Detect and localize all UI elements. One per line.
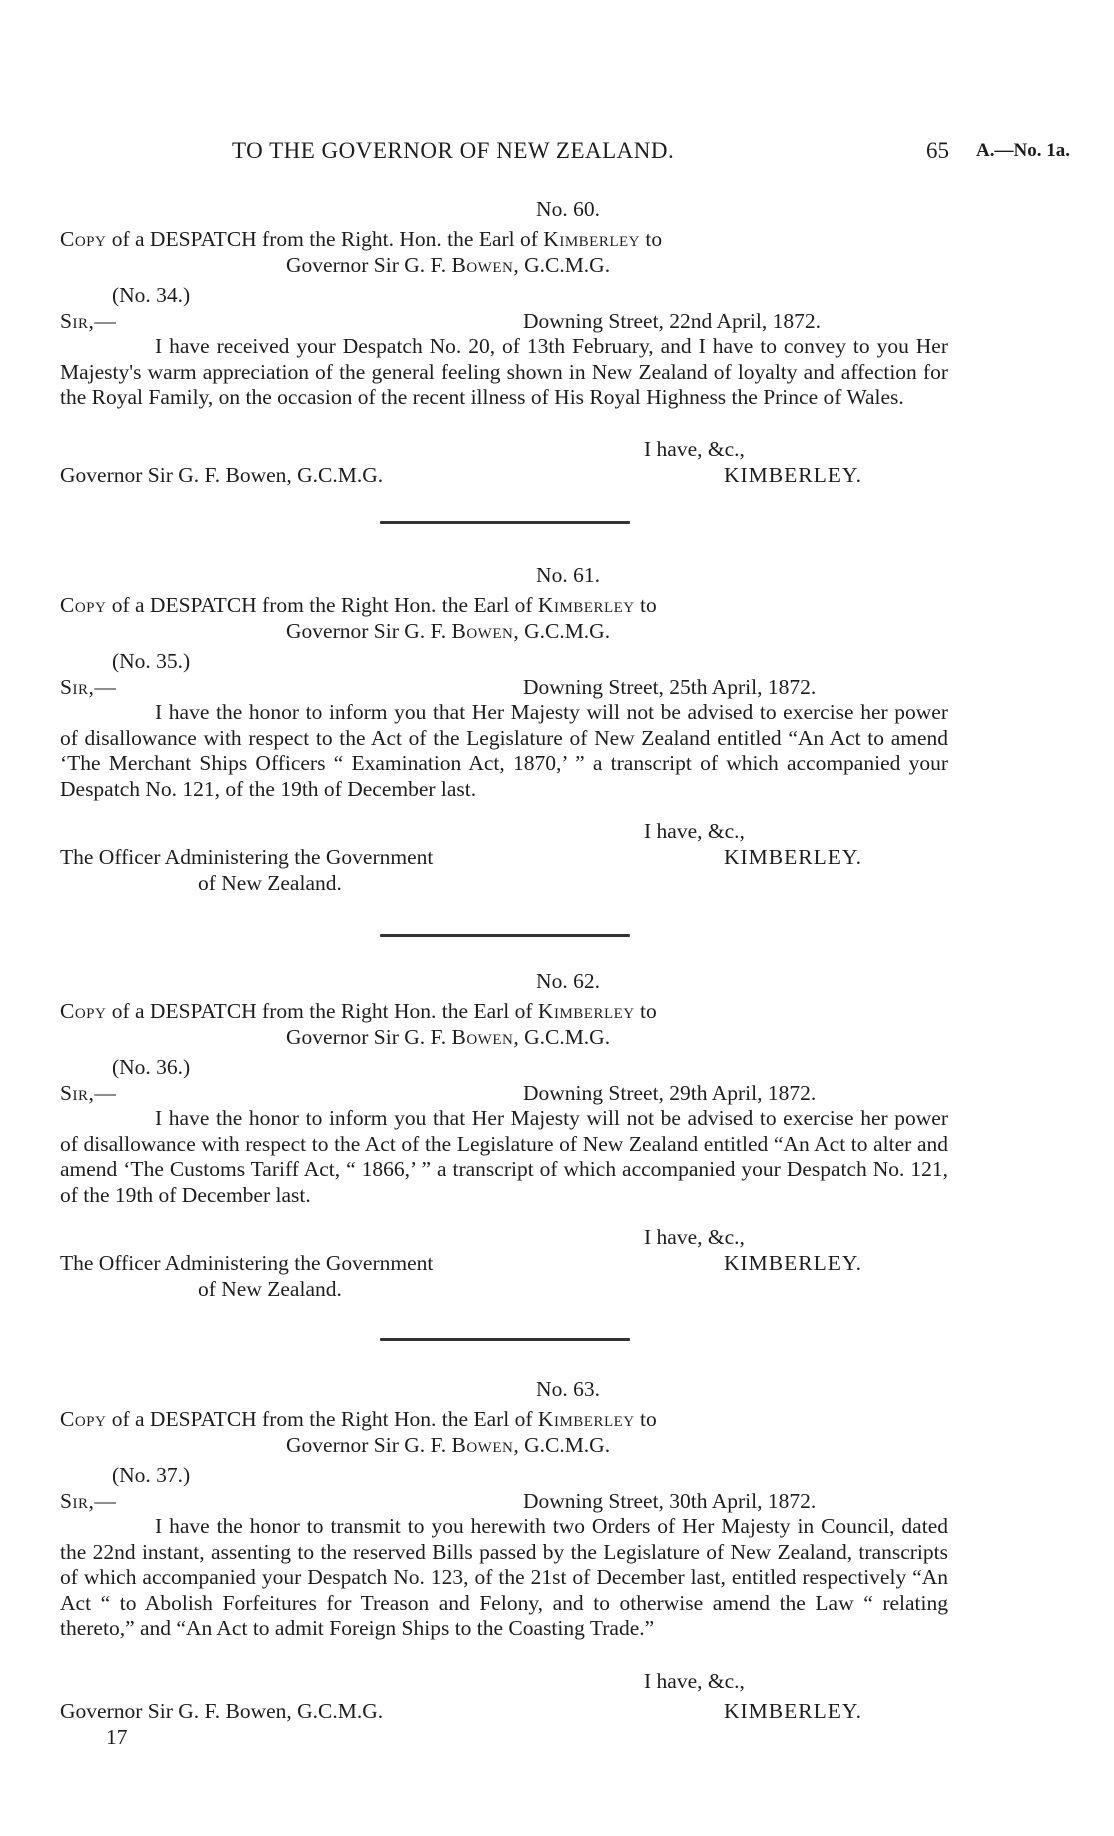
despatch-body: I have the honor to inform you that Her Majesty will not be advised to exercise her power of disallowance with respect to the Act of the Legislature of New Zealand entitled “An Act to amend ‘The Merchant Ships Officers “ Examination Act, 1870,’ ” a transcript of which accompanied your Despatch No. 121, of the 19th of December last.	[60, 700, 948, 801]
divider-rule	[380, 934, 630, 937]
despatch-number: No. 62.	[536, 969, 600, 993]
divider-rule	[380, 1338, 630, 1341]
closing: I have, &c.,	[644, 1669, 745, 1693]
despatch-reference: (No. 35.)	[112, 649, 191, 673]
despatch-title: Copy of a DESPATCH from the Right Hon. the Earl of Kimberley to	[60, 1407, 657, 1431]
printer-signature-mark: 17	[106, 1725, 128, 1749]
dateline: Downing Street, 25th April, 1872.	[523, 675, 817, 699]
closing: I have, &c.,	[644, 819, 745, 843]
closing: I have, &c.,	[644, 437, 745, 461]
despatch-title-line2: Governor Sir G. F. Bowen, G.C.M.G.	[286, 619, 611, 643]
page-header	[0, 138, 1114, 168]
despatch-title-line2: Governor Sir G. F. Bowen, G.C.M.G.	[286, 253, 611, 277]
addressee: The Officer Administering the Government	[60, 845, 434, 869]
signature: KIMBERLEY.	[724, 463, 863, 487]
addressee: The Officer Administering the Government	[60, 1251, 434, 1275]
despatch-number: No. 60.	[536, 197, 600, 221]
despatch-reference: (No. 34.)	[112, 283, 191, 307]
addressee-line2: of New Zealand.	[198, 871, 342, 895]
dateline: Downing Street, 29th April, 1872.	[523, 1081, 817, 1105]
addressee: Governor Sir G. F. Bowen, G.C.M.G.	[60, 463, 384, 487]
page-number: 65	[926, 138, 949, 163]
despatch-reference: (No. 36.)	[112, 1055, 191, 1079]
salutation: Sir,—	[60, 675, 117, 699]
signature: KIMBERLEY.	[724, 1251, 863, 1275]
salutation: Sir,—	[60, 309, 117, 333]
divider-rule	[380, 521, 630, 524]
series-reference: A.—No. 1a.	[976, 140, 1070, 161]
despatch-title: Copy of a DESPATCH from the Right Hon. the Earl of Kimberley to	[60, 999, 657, 1023]
salutation: Sir,—	[60, 1489, 117, 1513]
salutation: Sir,—	[60, 1081, 117, 1105]
signature: KIMBERLEY.	[724, 1699, 863, 1723]
despatch-body: I have the honor to transmit to you herewith two Orders of Her Majesty in Council, dated the 22nd instant, assenting to the reserved Bills passed by the Legislature of New Zealand, transcripts of which accompanied your Despatch No. 123, of the 21st of December last, entitled respectively “An Act “ to Abolish Forfeitures for Treason and Felony, and to otherwise amend the Law “ relating thereto,” and “An Act to admit Foreign Ships to the Coasting Trade.”	[60, 1514, 948, 1641]
running-title: TO THE GOVERNOR OF NEW ZEALAND.	[232, 138, 675, 163]
despatch-body: I have the honor to inform you that Her Majesty will not be advised to exercise her power of disallowance with respect to the Act of the Legislature of New Zealand entitled “An Act to alter and amend ‘The Customs Tariff Act, “ 1866,’ ” a transcript of which accompanied your Despatch No. 121, of the 19th of December last.	[60, 1106, 948, 1207]
despatch-number: No. 61.	[536, 563, 600, 587]
despatch-title: Copy of a DESPATCH from the Right Hon. the Earl of Kimberley to	[60, 593, 657, 617]
despatch-title: Copy of a DESPATCH from the Right. Hon. the Earl of Kimberley to	[60, 227, 663, 251]
signature: KIMBERLEY.	[724, 845, 863, 869]
closing: I have, &c.,	[644, 1225, 745, 1249]
dateline: Downing Street, 30th April, 1872.	[523, 1489, 817, 1513]
addressee-line2: of New Zealand.	[198, 1277, 342, 1301]
despatch-title-line2: Governor Sir G. F. Bowen, G.C.M.G.	[286, 1433, 611, 1457]
addressee: Governor Sir G. F. Bowen, G.C.M.G.	[60, 1699, 384, 1723]
despatch-reference: (No. 37.)	[112, 1463, 191, 1487]
despatch-body: I have received your Despatch No. 20, of 13th February, and I have to convey to you Her Majesty's warm appreciation of the general feeling shown in New Zealand of loyalty and affection for the Royal Family, on the occasion of the recent illness of His Royal Highness the Prince of Wales.	[60, 334, 948, 410]
despatch-title-line2: Governor Sir G. F. Bowen, G.C.M.G.	[286, 1025, 611, 1049]
dateline: Downing Street, 22nd April, 1872.	[523, 309, 821, 333]
despatch-number: No. 63.	[536, 1377, 600, 1401]
